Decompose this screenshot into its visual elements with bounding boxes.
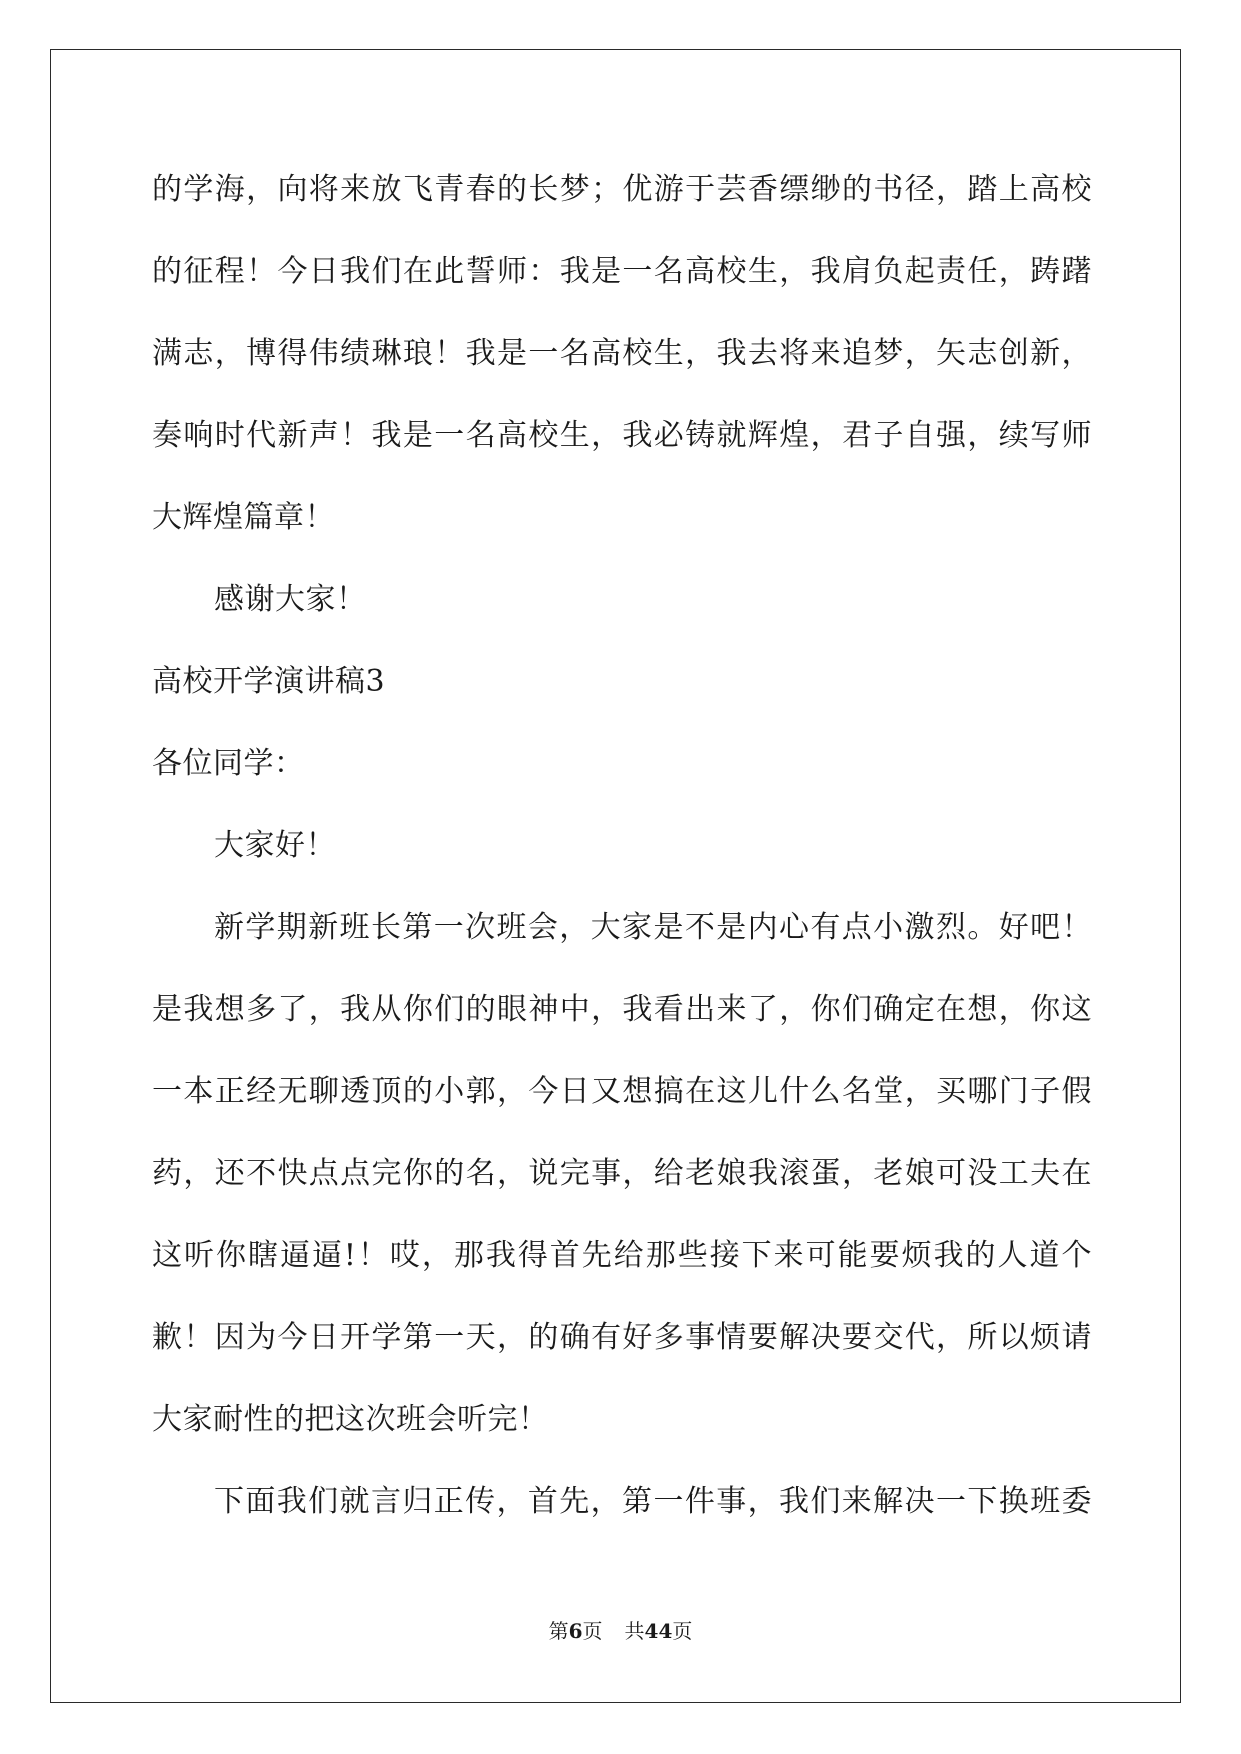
text-line: 奏响时代新声！我是一名高校生，我必铸就辉煌，君子自强，续写师 bbox=[152, 418, 1092, 453]
page-number: 6 bbox=[568, 1619, 583, 1643]
page-footer bbox=[0, 1616, 1241, 1646]
text-line: 一本正经无聊透顶的小郭，今日又想搞在这儿什么名堂，买哪门子假 bbox=[152, 1074, 1092, 1109]
page-prefix: 第 bbox=[548, 1619, 569, 1643]
text-line: 歉！因为今日开学第一天，的确有好多事情要解决要交代，所以烦请 bbox=[152, 1320, 1092, 1355]
text-line: 的征程！今日我们在此誓师：我是一名高校生，我肩负起责任，踌躇 bbox=[152, 254, 1092, 289]
total-prefix: 共 bbox=[624, 1619, 645, 1643]
text-line: 大家耐性的把这次班会听完！ bbox=[152, 1402, 549, 1437]
greeting: 大家好！ bbox=[214, 828, 336, 863]
body-text bbox=[152, 160, 1092, 1554]
text-line: 新学期新班长第一次班会，大家是不是内心有点小激烈。好吧！ bbox=[214, 910, 1092, 945]
text-line: 是我想多了，我从你们的眼神中，我看出来了，你们确定在想，你这 bbox=[152, 992, 1092, 1027]
page-suffix: 页 bbox=[582, 1619, 603, 1643]
section-heading: 高校开学演讲稿3 bbox=[152, 664, 386, 699]
text-line: 药，还不快点点完你的名，说完事，给老娘我滚蛋，老娘可没工夫在 bbox=[152, 1156, 1092, 1191]
text-line: 的学海，向将来放飞青春的长梦；优游于芸香缥缈的书径，踏上高校 bbox=[152, 172, 1092, 207]
total-suffix: 页 bbox=[672, 1619, 693, 1643]
text-line: 感谢大家！ bbox=[214, 582, 367, 617]
total-pages: 44 bbox=[644, 1619, 673, 1643]
text-line: 下面我们就言归正传，首先，第一件事，我们来解决一下换班委 bbox=[214, 1484, 1092, 1519]
salutation: 各位同学： bbox=[152, 746, 305, 781]
text-line: 满志，博得伟绩琳琅！我是一名高校生，我去将来追梦，矢志创新， bbox=[152, 336, 1092, 371]
text-line: 大辉煌篇章！ bbox=[152, 500, 335, 535]
text-line: 这听你瞎逼逼!！哎，那我得首先给那些接下来可能要烦我的人道个 bbox=[152, 1238, 1092, 1273]
